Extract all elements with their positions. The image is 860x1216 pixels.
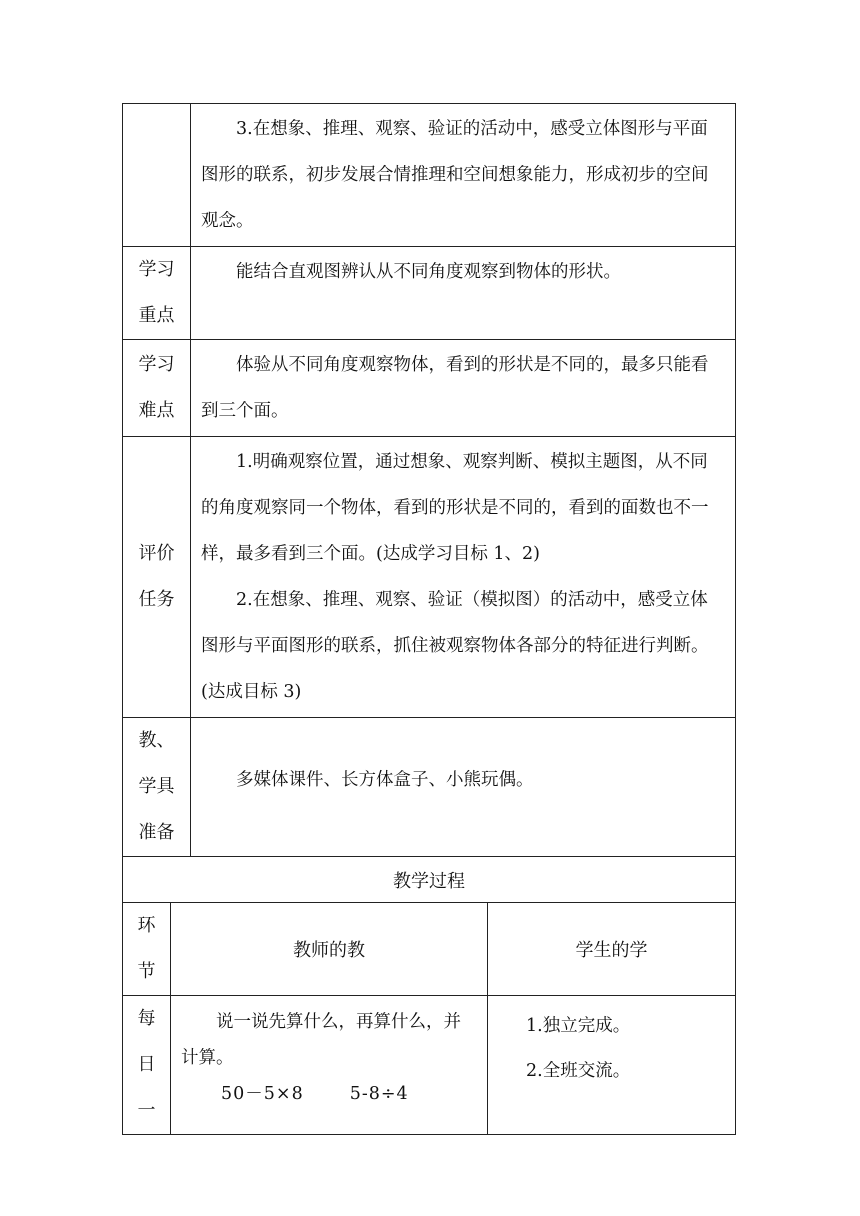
expression-2: 5-8÷4	[349, 1084, 409, 1104]
teacher-header: 教师的教	[171, 903, 488, 996]
daily-student-cell	[488, 996, 736, 1135]
materials-row	[123, 718, 736, 857]
difficulty-text: 体验从不同角度观察物体，看到的形状是不同的，最多只能看到三个面。	[201, 355, 709, 421]
process-header-row	[123, 903, 736, 996]
daily-expressions	[181, 1076, 477, 1112]
key-point-row	[123, 247, 736, 340]
student-step-2: 2.全班交流。	[526, 1061, 631, 1081]
materials-text: 多媒体课件、长方体盒子、小熊玩偶。	[236, 770, 534, 790]
evaluation-item-1: 1.明确观察位置，通过想象、观察判断、模拟主题图，从不同的角度观察同一个物体，看到的形状是不同的，看到的面数也不一样，最多看到三个面。(达成学习目标 1、2)	[201, 452, 709, 564]
process-title-row	[123, 857, 736, 903]
evaluation-cell	[191, 437, 736, 718]
goal3-row	[123, 104, 736, 247]
stage-header: 环 节	[123, 903, 171, 996]
daily-stage-label: 每 日 一	[123, 996, 171, 1135]
key-point-text: 能结合直观图辨认从不同角度观察到物体的形状。	[236, 262, 621, 282]
key-point-label: 学习 重点	[123, 247, 191, 340]
difficulty-row	[123, 340, 736, 437]
evaluation-item-2: 2.在想象、推理、观察、验证（模拟图）的活动中，感受立体图形与平面图形的联系，抓住被观察物体各部分的特征进行判断。(达成目标 3)	[201, 590, 709, 702]
daily-teacher-prompt: 说一说先算什么，再算什么，并计算。	[181, 1012, 461, 1068]
expression-1: 50－5×8	[221, 1084, 304, 1104]
evaluation-row	[123, 437, 736, 718]
goal3-cell	[191, 104, 736, 247]
daily-row	[123, 996, 736, 1135]
difficulty-label: 学习 难点	[123, 340, 191, 437]
student-step-1: 1.独立完成。	[526, 1016, 631, 1036]
goal3-label-cell	[123, 104, 191, 247]
student-header: 学生的学	[488, 903, 736, 996]
daily-teacher-cell	[171, 996, 488, 1135]
evaluation-label: 评价 任务	[123, 437, 191, 718]
materials-cell	[191, 718, 736, 857]
key-point-cell	[191, 247, 736, 340]
difficulty-cell	[191, 340, 736, 437]
process-title: 教学过程	[123, 857, 736, 903]
goal3-text: 3.在想象、推理、观察、验证的活动中，感受立体图形与平面图形的联系，初步发展合情推理和空间想象能力，形成初步的空间观念。	[201, 119, 709, 231]
lesson-plan-table	[122, 103, 736, 1135]
materials-label: 教、 学具 准备	[123, 718, 191, 857]
